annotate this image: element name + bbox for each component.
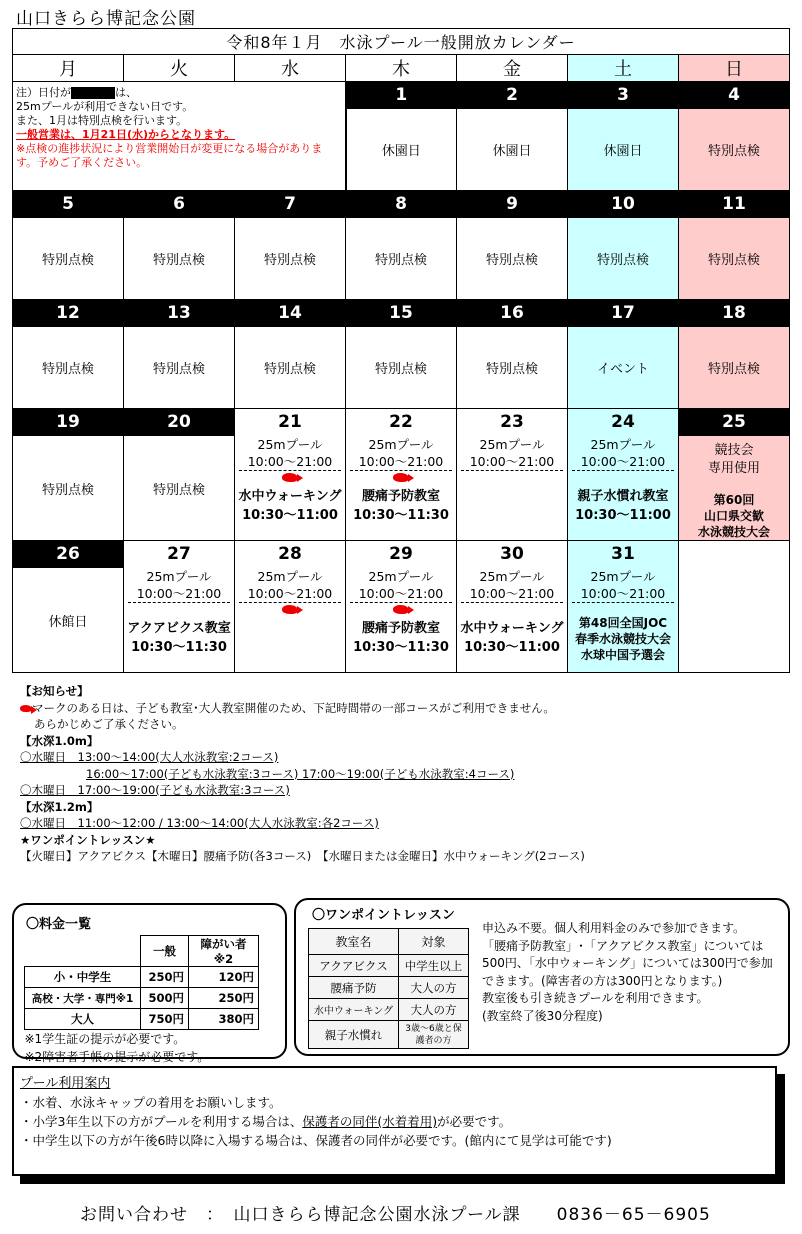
day-number: 24 [568,409,679,436]
contact-info: お問い合わせ ： 山口きらら博記念公園水泳プール課 0836－65－6905 [80,1205,711,1225]
day-number: 29 [346,541,457,568]
dolphin-icon [346,471,456,487]
day-number: 13 [124,300,235,327]
day-number: 26 [13,541,124,568]
day-status: 特別点検 [13,436,124,541]
fee-row: 高校・大学・専門※1 500円 250円 [25,988,259,1009]
calendar-title: 令和8年１月 水泳プール一般開放カレンダー [13,29,790,55]
day-number: 12 [13,300,124,327]
day-number: 11 [679,191,790,218]
lesson-row: 腰痛予防 大人の方 [309,977,469,999]
day-number: 15 [346,300,457,327]
guide-title: プール利用案内 [20,1076,111,1091]
weekday-tue: 火 [124,55,235,82]
day-status: 特別点検 [568,218,679,300]
lesson-box [294,898,790,1056]
day-status: 特別点検 [679,109,790,191]
lesson-table: 教室名 対象 アクアビクス 中学生以上 腰痛予防 大人の方 水中ウォーキング 大人の方 親子水慣れ 3歳～6歳と保護者の方 [308,928,469,1049]
fee-row: 小・中学生 250円 120円 [25,967,259,988]
day-status: 特別点検 [679,218,790,300]
day-number: 27 [124,541,235,568]
day-number: 21 [235,409,346,436]
day-schedule: 25mプール 10:00～21:00 水中ウォーキング 10:30～11:00 [457,568,568,673]
calendar-table [12,28,790,673]
day-number: 9 [457,191,568,218]
day-number: 23 [457,409,568,436]
day-schedule: 25mプール 10:00～21:00 アクアビクス教室 10:30～11:30 [124,568,235,673]
day-status: 特別点検 [124,327,235,409]
weekday-header-row [13,55,790,82]
black-box-legend [71,87,115,99]
weekday-wed: 水 [235,55,346,82]
dolphin-icon [346,603,456,619]
day-status: 特別点検 [124,436,235,541]
day-schedule: 25mプール 10:00～21:00 腰痛予防教室 10:30～11:30 [346,436,457,541]
lesson-row: 親子水慣れ 3歳～6歳と保護者の方 [309,1021,469,1049]
day-number: 18 [679,300,790,327]
dolphin-icon [235,603,345,619]
day-number: 7 [235,191,346,218]
day-number: 8 [346,191,457,218]
closure-note: 注）日付が は、 25mプールが利用できない日です。 また、1月は特別点検を行います。 一般営業は、1月21日(水)からとなります。 ※点検の進捗状況により営業開始日が変更になる場合があります。予めご了承ください。 [13,82,346,191]
park-name: 山口きらら博記念公園 [16,9,196,29]
day-status: 特別点検 [13,327,124,409]
day-number: 16 [457,300,568,327]
day-schedule: 25mプール 10:00～21:00 [235,568,346,673]
day-number: 10 [568,191,679,218]
day-status: 特別点検 [346,218,457,300]
day-number: 30 [457,541,568,568]
day-schedule: 25mプール 10:00～21:00 腰痛予防教室 10:30～11:30 [346,568,457,673]
weekday-fri: 金 [457,55,568,82]
weekday-sun: 日 [679,55,790,82]
day-number: 4 [679,82,790,109]
day-status: 特別点検 [679,327,790,409]
day-status: 特別点検 [13,218,124,300]
lesson-row: 水中ウォーキング 大人の方 [309,999,469,1021]
day-status: イベント [568,327,679,409]
day-number: 19 [13,409,124,436]
day-number: 17 [568,300,679,327]
day-number: 5 [13,191,124,218]
day-status: 特別点検 [235,218,346,300]
weekday-mon: 月 [13,55,124,82]
day-status: 特別点検 [124,218,235,300]
day-number: 1 [346,82,457,109]
day-number: 22 [346,409,457,436]
day-number: 3 [568,82,679,109]
day-status: 休園日 [346,109,457,191]
lesson-title: 〇ワンポイントレッスン [312,908,455,923]
day-schedule: 25mプール 10:00～21:00 第48回全国JOC 春季水泳競技大会 水球中国予選会 [568,568,679,673]
day-status: 休園日 [457,109,568,191]
day-status: 特別点検 [235,327,346,409]
day-number: 25 [679,409,790,436]
dolphin-icon [235,471,345,487]
day-number: 2 [457,82,568,109]
lesson-row: アクアビクス 中学生以上 [309,955,469,977]
fee-title: 〇料金一覧 [26,917,92,932]
day-number: 28 [235,541,346,568]
weekday-thu: 木 [346,55,457,82]
day-number: 31 [568,541,679,568]
fee-row: 大人 750円 380円 [25,1009,259,1030]
competition-day: 競技会 専用使用 第60回 山口県交歓 水泳競技大会 [679,436,790,541]
day-schedule: 25mプール 10:00～21:00 水中ウォーキング 10:30～11:00 [235,436,346,541]
day-status: 特別点検 [346,327,457,409]
fee-box [12,903,287,1064]
opening-date-note: 一般営業は、1月21日(水)からとなります。 [16,128,236,141]
day-status: 休館日 [13,568,124,673]
day-schedule: 25mプール 10:00～21:00 [457,436,568,541]
fee-table: 一般 障がい者※2 小・中学生 250円 120円 高校・大学・専門※1 500円 250円 大人 750円 380円 ※1学生証の提示が必要です。 ※2障害者手帳の提示が必要です。 [24,935,259,1066]
day-number: 6 [124,191,235,218]
dolphin-icon [20,703,32,713]
day-number: 20 [124,409,235,436]
lesson-description: 申込み不要。個人利用料金のみで参加できます。 「腰痛予防教室」･「アクアビクス教室」については500円、「水中ウォーキング」については300円で参加できます。(障害者の方は300円となります。) 教室後も引き続きプールを利用できます。 (教室終了後30分程度) [482,921,773,1023]
day-status: 特別点検 [457,327,568,409]
weekday-sat: 土 [568,55,679,82]
day-status: 特別点検 [457,218,568,300]
day-status: 休園日 [568,109,679,191]
pool-guide-box: プール利用案内 ・水着、水泳キャップの着用をお願いします。 ・小学3年生以下の方がプールを利用する場合は、保護者の同伴(水着着用)が必要です。 ・中学生以下の方が午後6時以降に入場する場合は、保護者の同伴が必要です。(館内にて見学は可能です) [12,1066,777,1176]
notice-section: 【お知らせ】 マークのある日は、子ども教室･大人教室開催のため、下記時間帯の一部コースがご利用できません。 あらかじめご了承ください。 【水深1.0m】 〇水曜日 13:00～14:00(大人水泳教室:2コース) 16:00～17:00(子ども水泳教室:3コース) 17:00～19:00(子ども水泳教室:4コース) 〇木曜日 17:00～19:00(子ども水泳教室:3コース) 【水深1.2m】 〇水曜日 11:00～12:00 / 13:00～14:00(大人水泳教室:各2コース) ★ワンポイントレッスン★ 【火曜日】アクアビクス【木曜日】腰痛予防(各3コース) 【水曜日または金曜日】水中ウォーキング(2コース) [20,684,585,863]
day-number: 14 [235,300,346,327]
day-schedule: 25mプール 10:00～21:00 親子水慣れ教室 10:30～11:00 [568,436,679,541]
